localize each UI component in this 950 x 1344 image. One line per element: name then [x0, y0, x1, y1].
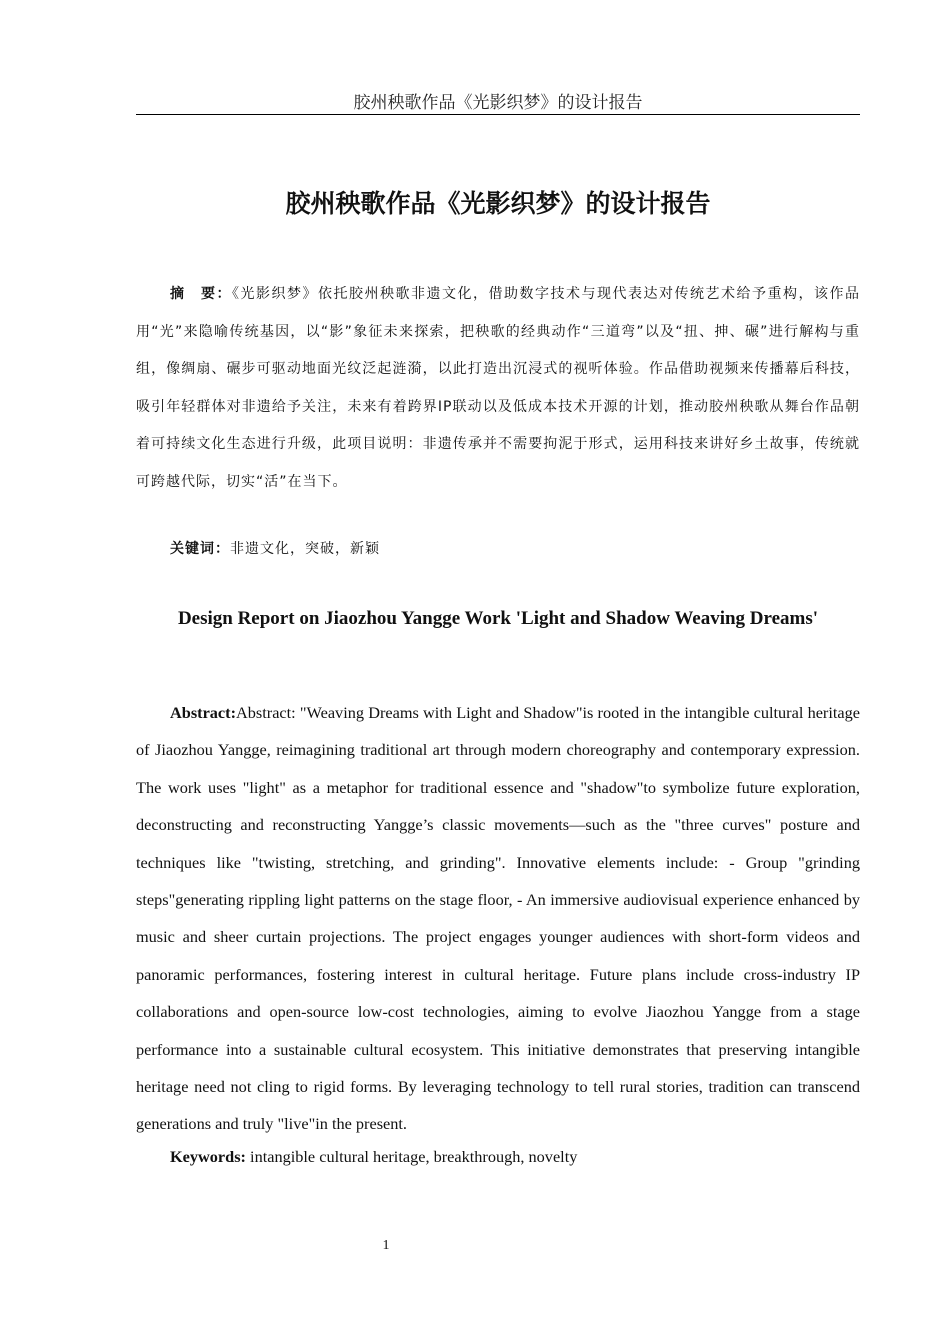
- english-keywords: [170, 1143, 860, 1171]
- chinese-title: 胶州秧歌作品《光影织梦》的设计报告: [285, 189, 711, 218]
- chinese-abstract: [136, 276, 860, 501]
- chinese-keywords: [170, 535, 860, 563]
- page-number: 1: [382, 1238, 390, 1253]
- chinese-keywords-label: 关键词：: [170, 541, 230, 557]
- english-title: Design Report on Jiaozhou Yangge Work 'Light and Shadow Weaving Dreams': [177, 608, 819, 629]
- english-keywords-label: Keywords:: [170, 1147, 246, 1166]
- english-abstract-text: Abstract: "Weaving Dreams with Light and Shadow"is rooted in the intangible cultural heritage of Jiaozhou Yangge, reimagining traditional art through modern choreography and contemporary expression. The work uses "light" as a metaphor for traditional essence and "shadow"to symbolize future exploration, deconstructing and reconstructing Yangge’s classic movements—such as the "three curves" posture and techniques like "twisting, stretching, and grinding". Innovative elements include: - Group "grinding steps"generating rippling light patterns on the stage floor, - An immersive audiovisual experience enhanced by music and sheer curtain projections. The project engages younger audiences with short-form videos and panoramic performances, fostering interest in cultural heritage. Future plans include cross-industry IP collaborations and open-source low-cost technologies, aiming to evolve Jiaozhou Yangge from a stage performance into a sustainable cultural ecosystem. This initiative demonstrates that preserving intangible heritage need not cling to rigid forms. By leveraging technology to tell rural stories, tradition can transcend generations and truly "live"in the present.: [136, 703, 860, 1134]
- english-abstract: [136, 694, 860, 1143]
- english-abstract-label: Abstract:: [170, 703, 237, 722]
- chinese-keywords-text: 非遗文化，突破，新颖: [230, 541, 380, 557]
- english-keywords-text: intangible cultural heritage, breakthrough, novelty: [245, 1147, 578, 1166]
- running-header: 胶州秧歌作品《光影织梦》的设计报告: [136, 92, 860, 115]
- chinese-abstract-label: 摘 要：: [170, 286, 232, 302]
- chinese-abstract-text: 《光影织梦》依托胶州秧歌非遗文化，借助数字技术与现代表达对传统艺术给予重构，该作品用“光”来隐喻传统基因，以“影”象征未来探索，把秧歌的经典动作“三道弯”以及“扭、抻、碾”进行解构与重组，像绸扇、碾步可驱动地面光纹泛起涟漪，以此打造出沉浸式的视听体验。作品借助视频来传播幕后科技，吸引年轻群体对非遗给予关注，未来有着跨界IP联动以及低成本技术开源的计划，推动胶州秧歌从舞台作品朝着可持续文化生态进行升级，此项目说明：非遗传承并不需要拘泥于形式，运用科技来讲好乡土故事，传统就可跨越代际，切实“活”在当下。: [136, 286, 860, 490]
